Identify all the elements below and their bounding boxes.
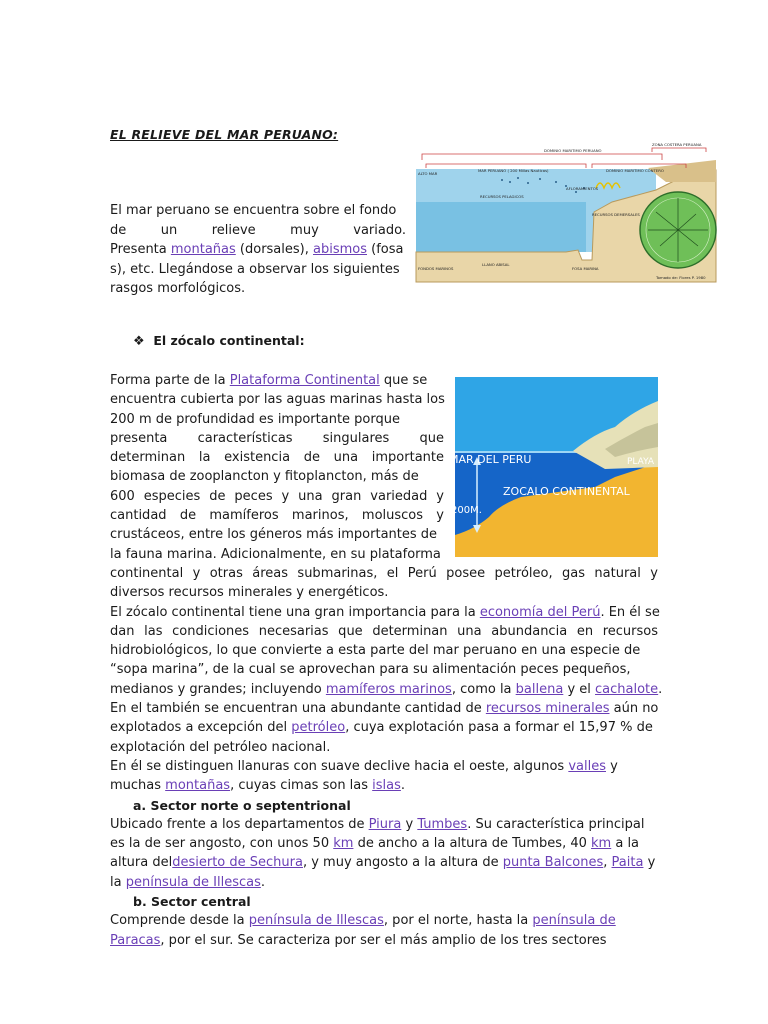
intro-line: de un relieve muy variado. — [110, 222, 406, 238]
zocalo-line: encuentra cubierta por las aguas marinas hasta los — [110, 392, 445, 408]
link-peninsula-illescas-2[interactable]: península de Illescas — [248, 913, 384, 929]
zocalo-figure — [449, 377, 658, 557]
zocalo-diagram — [449, 377, 658, 557]
intro-paragraph — [110, 201, 406, 299]
label-fondos: FONDOS MARINOS — [418, 266, 454, 271]
zocalo-paragraph — [110, 371, 444, 564]
link-abismos[interactable]: abismos — [313, 242, 367, 257]
link-tumbes[interactable]: Tumbes — [417, 816, 468, 832]
intro-line: rasgos morfológicos. — [110, 281, 246, 296]
body-line: En él se distinguen llanuras con suave declive hacia el oeste, algunos valles y — [110, 758, 618, 774]
body-line: Ubicado frente a los departamentos de Piura y Tumbes. Su característica principal — [110, 816, 645, 832]
link-ballena[interactable]: ballena — [515, 681, 564, 697]
link-plataforma-continental[interactable]: Plataforma Continental — [229, 373, 380, 388]
label-mar-del-peru: MAR DEL PERU — [449, 453, 532, 466]
body-line: explotación del petróleo nacional. — [110, 739, 331, 755]
link-punta-balcones[interactable]: punta Balcones — [502, 855, 604, 871]
diamond-bullet-icon: ❖ — [133, 334, 145, 349]
link-mamiferos-marinos[interactable]: mamíferos marinos — [325, 681, 452, 697]
link-recursos-minerales[interactable]: recursos minerales — [485, 701, 610, 717]
label-mar: MAR PERUANO ( 200 Millas Nauticas) — [478, 168, 549, 173]
page-title: EL RELIEVE DEL MAR PERUANO: — [110, 127, 339, 142]
label-contero: DOMINIO MARITIMO CONTERO — [606, 168, 664, 173]
body-line: Comprende desde la península de Illescas, por el norte, hasta la península de — [110, 913, 616, 929]
body-line: En el también se encuentran una abundante cantidad de recursos minerales aún no — [110, 701, 659, 717]
label-pelagicos: RECURSOS PELAGICOS — [480, 194, 524, 199]
link-montanas-2[interactable]: montañas — [165, 778, 231, 794]
label-costera: ZONA COSTERA PERUANA — [652, 142, 702, 147]
label-fosa: FOSA MARINA — [572, 266, 599, 271]
body-line: dan las condiciones necesarias que determinan una abundancia en recursos — [110, 623, 658, 639]
link-islas[interactable]: islas — [372, 778, 401, 794]
label-credito: Tomado de: Flores P. 1980 — [656, 275, 706, 280]
body-line: altura deldesierto de Sechura, y muy angosto a la altura de punta Balcones, Paita y — [110, 855, 656, 871]
link-peninsula-illescas[interactable]: península de Illescas — [125, 874, 261, 890]
label-dominio: DOMINIO MARITIMO PERUANO — [544, 148, 602, 153]
link-cachalote[interactable]: cachalote — [595, 681, 659, 697]
zocalo-line: 600 especies de peces y una gran variedad y — [110, 488, 444, 504]
intro-line: El mar peruano se encuentra sobre el fondo — [110, 203, 397, 218]
link-petroleo[interactable]: petróleo — [291, 720, 346, 736]
section-heading-zocalo: ❖ El zócalo continental: — [133, 333, 305, 349]
body-text — [110, 564, 663, 950]
body-line: medianos y grandes; incluyendo mamíferos marinos, como la ballena y el cachalote. — [110, 681, 663, 697]
sea-relief-figure — [416, 142, 716, 282]
body-line: El zócalo continental tiene una gran importancia para la economía del Perú. En él se — [110, 604, 660, 620]
zocalo-line: la fauna marina. Adicionalmente, en su plataforma — [110, 546, 441, 562]
label-alto-mar: ALTO MAR — [418, 171, 438, 176]
body-line: continental y otras áreas submarinas, el Perú posee petróleo, gas natural y — [110, 566, 658, 581]
body-line: “sopa marina”, de la cual se aprovechan para su alimentación peces pequeños, — [110, 662, 631, 678]
link-economia-peru[interactable]: economía del Perú — [479, 604, 601, 620]
body-line: diversos recursos minerales y energéticos. — [110, 585, 389, 601]
zocalo-line: crustáceos, entre los géneros más importantes de — [110, 527, 438, 543]
zocalo-line: 200 m de profundidad es importante porque — [110, 411, 400, 427]
link-montanas[interactable]: montañas — [170, 242, 236, 257]
link-km-2[interactable]: km — [591, 836, 612, 852]
body-line: muchas montañas, cuyas cimas son las islas. — [110, 778, 406, 794]
body-line: es la de ser angosto, con unos 50 km de ancho a la altura de Tumbes, 40 km a la — [110, 836, 640, 852]
link-km[interactable]: km — [333, 836, 354, 852]
subheading-sector-central: b. Sector central — [133, 894, 251, 910]
zocalo-line: cantidad de mamíferos marinos, moluscos y — [110, 508, 444, 524]
label-playa: PLAYA — [627, 457, 655, 467]
zocalo-line: Forma parte de la Plataforma Continental que se — [110, 373, 428, 388]
label-zocalo-continental: ZOCALO CONTINENTAL — [503, 485, 630, 498]
body-line: la península de Illescas. — [110, 874, 266, 890]
label-demersales: RECURSOS DEMERSALES — [592, 212, 640, 217]
link-valles[interactable]: valles — [568, 758, 606, 774]
zocalo-line: determinan la existencia de una importante — [110, 450, 444, 466]
intro-line: Presenta montañas (dorsales), abismos (fosa — [110, 242, 404, 257]
link-peninsula-paracas[interactable]: península de — [532, 913, 616, 929]
link-paracas[interactable]: Paracas — [110, 932, 161, 948]
zocalo-line: biomasa de zooplancton y fitoplancton, más de — [110, 469, 419, 485]
label-depth: 200M. — [451, 505, 482, 516]
link-paita[interactable]: Paita — [611, 855, 644, 871]
link-piura[interactable]: Piura — [368, 816, 402, 832]
zocalo-line: presenta características singulares que — [110, 430, 444, 446]
label-afloramientos: AFLORAMIENTOS — [566, 186, 599, 191]
subheading-sector-norte: a. Sector norte o septentrional — [133, 797, 351, 813]
body-line: hidrobiológicos, lo que convierte a esta parte del mar peruano en una especie de — [110, 643, 641, 659]
body-line: explotados a excepción del petróleo, cuya explotación pasa a formar el 15,97 % de — [110, 720, 653, 736]
sea-relief-diagram — [416, 142, 716, 282]
label-llano: LLANO ABISAL — [482, 262, 510, 267]
link-desierto-sechura[interactable]: desierto de Sechura — [172, 855, 303, 871]
intro-line: s), etc. Llegándose a observar los siguientes — [110, 261, 400, 277]
body-line: Paracas, por el sur. Se caracteriza por ser el más amplio de los tres sectores — [110, 932, 607, 948]
